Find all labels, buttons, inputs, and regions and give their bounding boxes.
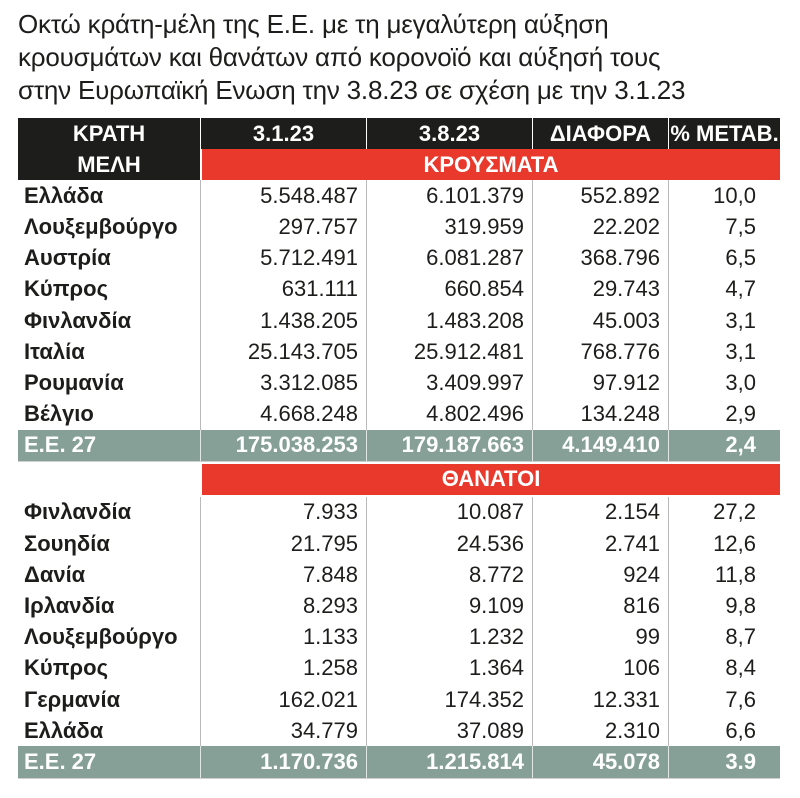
section-band-deaths: ΘΑΝΑΤΟΙ	[202, 464, 780, 495]
total-row	[18, 746, 780, 777]
header-col-date1: 3.1.23	[200, 118, 366, 149]
country-cell: Σουηδία	[24, 530, 110, 556]
value-cell: 924	[532, 559, 668, 590]
value-cell: 179.187.663	[366, 430, 532, 461]
value-cell: 1.364	[366, 653, 532, 684]
country-cell: Φινλανδία	[24, 499, 132, 525]
total-row	[18, 430, 780, 461]
title-line-3: στην Ευρωπαϊκή Ενωση την 3.8.23 σε σχέση με την 3.1.23	[18, 75, 686, 105]
header-col-states-line2: ΜΕΛΗ	[18, 149, 200, 180]
country-cell: Ελλάδα	[24, 182, 104, 208]
title-line-1: Οκτώ κράτη-μέλη της Ε.Ε. με τη μεγαλύτερη αύξηση	[18, 9, 609, 39]
value-cell: 1.232	[366, 622, 532, 653]
value-cell: 1.215.814	[366, 746, 532, 777]
value-cell: 660.854	[366, 274, 532, 305]
value-cell: 5.712.491	[200, 243, 366, 274]
value-cell: 45.078	[532, 746, 668, 777]
value-cell: 2.741	[532, 528, 668, 559]
value-cell: 34.779	[200, 715, 366, 746]
table-row	[18, 622, 780, 653]
value-cell: 97.912	[532, 367, 668, 398]
header-col-diff: ΔΙΑΦΟΡΑ	[532, 118, 668, 149]
value-cell: 99	[532, 622, 668, 653]
value-cell: 134.248	[532, 399, 668, 430]
value-cell: 3,0	[668, 367, 780, 398]
country-cell: Κύπρος	[24, 276, 109, 302]
value-cell: 2,4	[668, 430, 780, 461]
country-cell: Λουξεμβούργο	[24, 213, 178, 239]
table-row	[18, 180, 780, 211]
country-cell: Λουξεμβούργο	[24, 624, 178, 650]
value-cell: 37.089	[366, 715, 532, 746]
country-cell: Βέλγιο	[24, 401, 94, 427]
value-cell: 1.483.208	[366, 305, 532, 336]
country-cell: Αυστρία	[24, 245, 111, 271]
country-cell: Δανία	[24, 561, 86, 587]
table-row	[18, 653, 780, 684]
title-line-2: κρουσμάτων και θανάτων από κορονοϊό και αύξησή τους	[18, 42, 661, 72]
section-band-cases: ΚΡΟΥΣΜΑΤΑ	[202, 149, 780, 180]
value-cell: 3,1	[668, 336, 780, 367]
table-row	[18, 590, 780, 621]
value-cell: 8,7	[668, 622, 780, 653]
value-cell: 1.170.736	[200, 746, 366, 777]
value-cell: 2,9	[668, 399, 780, 430]
table-row	[18, 211, 780, 242]
value-cell: 3.9	[668, 746, 780, 777]
value-cell: 6,5	[668, 243, 780, 274]
table-row	[18, 684, 780, 715]
value-cell: 25.912.481	[366, 336, 532, 367]
value-cell: 3,1	[668, 305, 780, 336]
value-cell: 3.312.085	[200, 367, 366, 398]
table-row	[18, 274, 780, 305]
header-row-2	[18, 149, 780, 180]
value-cell: 8,4	[668, 653, 780, 684]
value-cell: 631.111	[200, 274, 366, 305]
header-col-date2: 3.8.23	[366, 118, 532, 149]
value-cell: 768.776	[532, 336, 668, 367]
value-cell: 22.202	[532, 211, 668, 242]
value-cell: 816	[532, 590, 668, 621]
header-col-states: ΚΡΑΤΗ	[72, 120, 146, 146]
value-cell: 9,8	[668, 590, 780, 621]
table-row	[18, 367, 780, 398]
table-row	[18, 336, 780, 367]
country-cell: Ρουμανία	[24, 369, 124, 395]
value-cell: 297.757	[200, 211, 366, 242]
value-cell: 1.258	[200, 653, 366, 684]
value-cell: 7,5	[668, 211, 780, 242]
value-cell: 11,8	[668, 559, 780, 590]
value-cell: 5.548.487	[200, 180, 366, 211]
country-cell: Ελλάδα	[24, 717, 104, 743]
value-cell: 24.536	[366, 528, 532, 559]
value-cell: 10,0	[668, 180, 780, 211]
country-cell: Ιρλανδία	[24, 593, 115, 619]
value-cell: 21.795	[200, 528, 366, 559]
value-cell: 29.743	[532, 274, 668, 305]
value-cell: 1.133	[200, 622, 366, 653]
country-cell: Γερμανία	[24, 686, 121, 712]
value-cell: 368.796	[532, 243, 668, 274]
value-cell: 7,6	[668, 684, 780, 715]
value-cell: 2.310	[532, 715, 668, 746]
value-cell: 4.668.248	[200, 399, 366, 430]
chart-title	[18, 8, 788, 107]
value-cell: 27,2	[668, 497, 780, 528]
header-col-pct: % ΜΕΤΑΒ.	[668, 118, 780, 149]
country-cell: Φινλανδία	[24, 307, 132, 333]
cases-section	[18, 180, 780, 462]
value-cell: 10.087	[366, 497, 532, 528]
data-table	[18, 118, 780, 779]
value-cell: 6,6	[668, 715, 780, 746]
table-row	[18, 559, 780, 590]
country-cell: Ε.Ε. 27	[24, 432, 97, 458]
table-row	[18, 399, 780, 430]
value-cell: 1.438.205	[200, 305, 366, 336]
value-cell: 162.021	[200, 684, 366, 715]
value-cell: 8.293	[200, 590, 366, 621]
table-row	[18, 715, 780, 746]
value-cell: 2.154	[532, 497, 668, 528]
country-cell: Ιταλία	[24, 338, 85, 364]
value-cell: 12,6	[668, 528, 780, 559]
header-row	[18, 118, 780, 149]
table-row	[18, 528, 780, 559]
value-cell: 552.892	[532, 180, 668, 211]
value-cell: 45.003	[532, 305, 668, 336]
country-cell: Ε.Ε. 27	[24, 748, 97, 774]
country-cell: Κύπρος	[24, 655, 109, 681]
value-cell: 12.331	[532, 684, 668, 715]
value-cell: 106	[532, 653, 668, 684]
value-cell: 7.933	[200, 497, 366, 528]
value-cell: 6.081.287	[366, 243, 532, 274]
value-cell: 25.143.705	[200, 336, 366, 367]
table-row	[18, 243, 780, 274]
value-cell: 4.802.496	[366, 399, 532, 430]
value-cell: 319.959	[366, 211, 532, 242]
table-row	[18, 305, 780, 336]
value-cell: 4,7	[668, 274, 780, 305]
value-cell: 9.109	[366, 590, 532, 621]
value-cell: 6.101.379	[366, 180, 532, 211]
deaths-section	[18, 497, 780, 779]
value-cell: 4.149.410	[532, 430, 668, 461]
value-cell: 8.772	[366, 559, 532, 590]
value-cell: 3.409.997	[366, 367, 532, 398]
table-row	[18, 497, 780, 528]
value-cell: 175.038.253	[200, 430, 366, 461]
value-cell: 174.352	[366, 684, 532, 715]
value-cell: 7.848	[200, 559, 366, 590]
